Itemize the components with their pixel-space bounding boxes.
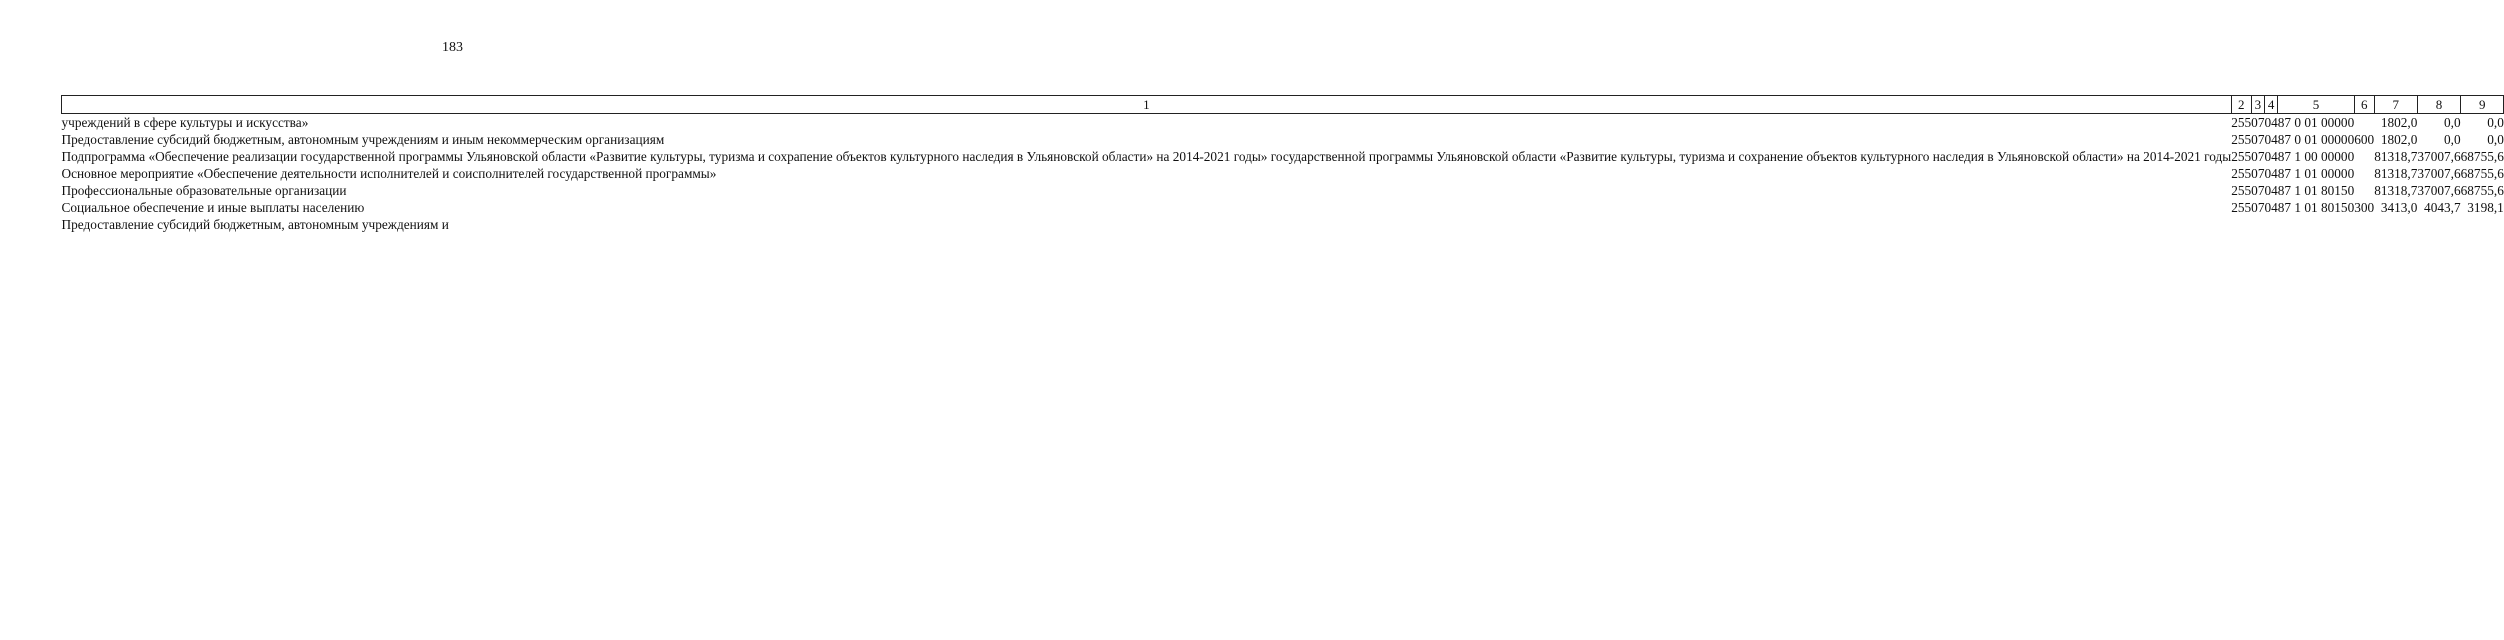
row-amount-year3: 68755,6 xyxy=(2460,149,2504,164)
table-row xyxy=(62,165,2504,182)
table-row xyxy=(62,131,2504,148)
row-amount-year3: 0,0 xyxy=(2487,115,2504,130)
column-header: 1 xyxy=(62,96,2232,114)
row-section-code: 07 xyxy=(2251,183,2265,198)
row-target-code: 87 1 01 80150 xyxy=(2277,183,2355,198)
row-amount-year3 xyxy=(2461,216,2504,233)
column-header: 4 xyxy=(2264,96,2277,114)
column-header: 9 xyxy=(2461,96,2504,114)
row-section-code: 07 xyxy=(2251,149,2265,164)
row-expense-type: 600 xyxy=(2354,132,2375,147)
column-header: 2 xyxy=(2231,96,2251,114)
row-subsection-code: 04 xyxy=(2264,115,2278,130)
column-header: 7 xyxy=(2374,96,2417,114)
row-amount-year3: 68755,6 xyxy=(2460,183,2504,198)
row-subsection-code: 04 xyxy=(2264,166,2278,181)
row-section-code: 07 xyxy=(2251,132,2265,147)
row-amount-year1: 1802,0 xyxy=(2380,132,2418,147)
column-header: 8 xyxy=(2417,96,2460,114)
row-expense-type xyxy=(2354,148,2374,165)
table-row xyxy=(62,216,2504,233)
row-ministry-code: 255 xyxy=(2231,183,2252,198)
row-ministry-code xyxy=(2231,216,2251,233)
row-name: Предоставление субсидий бюджетным, автономным учреждениям и xyxy=(61,217,449,232)
row-section-code: 07 xyxy=(2251,200,2265,215)
row-amount-year2: 37007,6 xyxy=(2417,149,2461,164)
row-name: Социальное обеспечение и иные выплаты населению xyxy=(61,200,365,215)
row-amount-year1: 3413,0 xyxy=(2380,200,2418,215)
row-expense-type xyxy=(2354,182,2374,199)
row-expense-type: 300 xyxy=(2354,200,2375,215)
row-subsection-code: 04 xyxy=(2264,200,2278,215)
table-row xyxy=(62,114,2504,132)
row-amount-year2: 37007,6 xyxy=(2417,166,2461,181)
budget-table xyxy=(61,95,2504,233)
column-header: 6 xyxy=(2354,96,2374,114)
column-header: 3 xyxy=(2251,96,2264,114)
table-row xyxy=(62,182,2504,199)
row-ministry-code: 255 xyxy=(2231,149,2252,164)
row-amount-year1: 81318,7 xyxy=(2374,183,2418,198)
row-target-code: 87 1 01 80150 xyxy=(2277,200,2355,215)
row-expense-type xyxy=(2354,165,2374,182)
row-section-code xyxy=(2251,216,2264,233)
row-amount-year1: 1802,0 xyxy=(2380,115,2418,130)
row-amount-year2: 37007,6 xyxy=(2417,183,2461,198)
column-header: 5 xyxy=(2278,96,2354,114)
row-target-code xyxy=(2278,216,2354,233)
row-amount-year2: 0,0 xyxy=(2444,115,2461,130)
row-amount-year3: 0,0 xyxy=(2487,132,2504,147)
row-ministry-code: 255 xyxy=(2231,132,2252,147)
table-row xyxy=(62,148,2504,165)
row-section-code: 07 xyxy=(2251,115,2265,130)
row-expense-type xyxy=(2354,114,2374,132)
row-expense-type xyxy=(2354,216,2374,233)
row-name: Предоставление субсидий бюджетным, автономным учреждениям и иным некоммерческим организациям xyxy=(61,132,665,147)
row-amount-year2: 4043,7 xyxy=(2424,200,2461,215)
row-target-code: 87 1 00 00000 xyxy=(2277,149,2355,164)
row-subsection-code: 04 xyxy=(2264,149,2278,164)
row-ministry-code: 255 xyxy=(2231,166,2252,181)
row-ministry-code: 255 xyxy=(2231,200,2252,215)
row-subsection-code xyxy=(2264,216,2277,233)
row-amount-year2: 0,0 xyxy=(2444,132,2461,147)
row-target-code: 87 0 01 00000 xyxy=(2277,115,2355,130)
table-row xyxy=(62,199,2504,216)
row-amount-year1: 81318,7 xyxy=(2374,149,2418,164)
row-section-code: 07 xyxy=(2251,166,2265,181)
row-name: Основное мероприятие «Обеспечение деятельности исполнителей и соисполнителей государственной программы» xyxy=(61,166,717,181)
row-amount-year2 xyxy=(2417,216,2460,233)
row-name: Профессиональные образовательные организации xyxy=(61,183,347,198)
row-subsection-code: 04 xyxy=(2264,183,2278,198)
row-target-code: 87 0 01 00000 xyxy=(2277,132,2355,147)
row-name: учреждений в сфере культуры и искусства» xyxy=(61,115,309,130)
row-amount-year3: 68755,6 xyxy=(2460,166,2504,181)
row-amount-year1: 81318,7 xyxy=(2374,166,2418,181)
row-name: Подпрограмма «Обеспечение реализации государственной программы Ульяновской области «Развитие культуры, туризма и сохрапение объектов культурного наследия в Ульяновской области» на 2014-2021 годы» государственной программы Ульяновской области «Развитие культуры, туризма и сохранение объектов культурного наследия в Ульяновской области» на 2014-2021 годы xyxy=(61,149,2232,164)
table-header-row xyxy=(62,96,2504,114)
row-ministry-code: 255 xyxy=(2231,115,2252,130)
row-amount-year1 xyxy=(2374,216,2417,233)
row-target-code: 87 1 01 00000 xyxy=(2277,166,2355,181)
row-subsection-code: 04 xyxy=(2264,132,2278,147)
row-amount-year3: 3198,1 xyxy=(2467,200,2504,215)
page-number: 183 xyxy=(442,40,463,55)
